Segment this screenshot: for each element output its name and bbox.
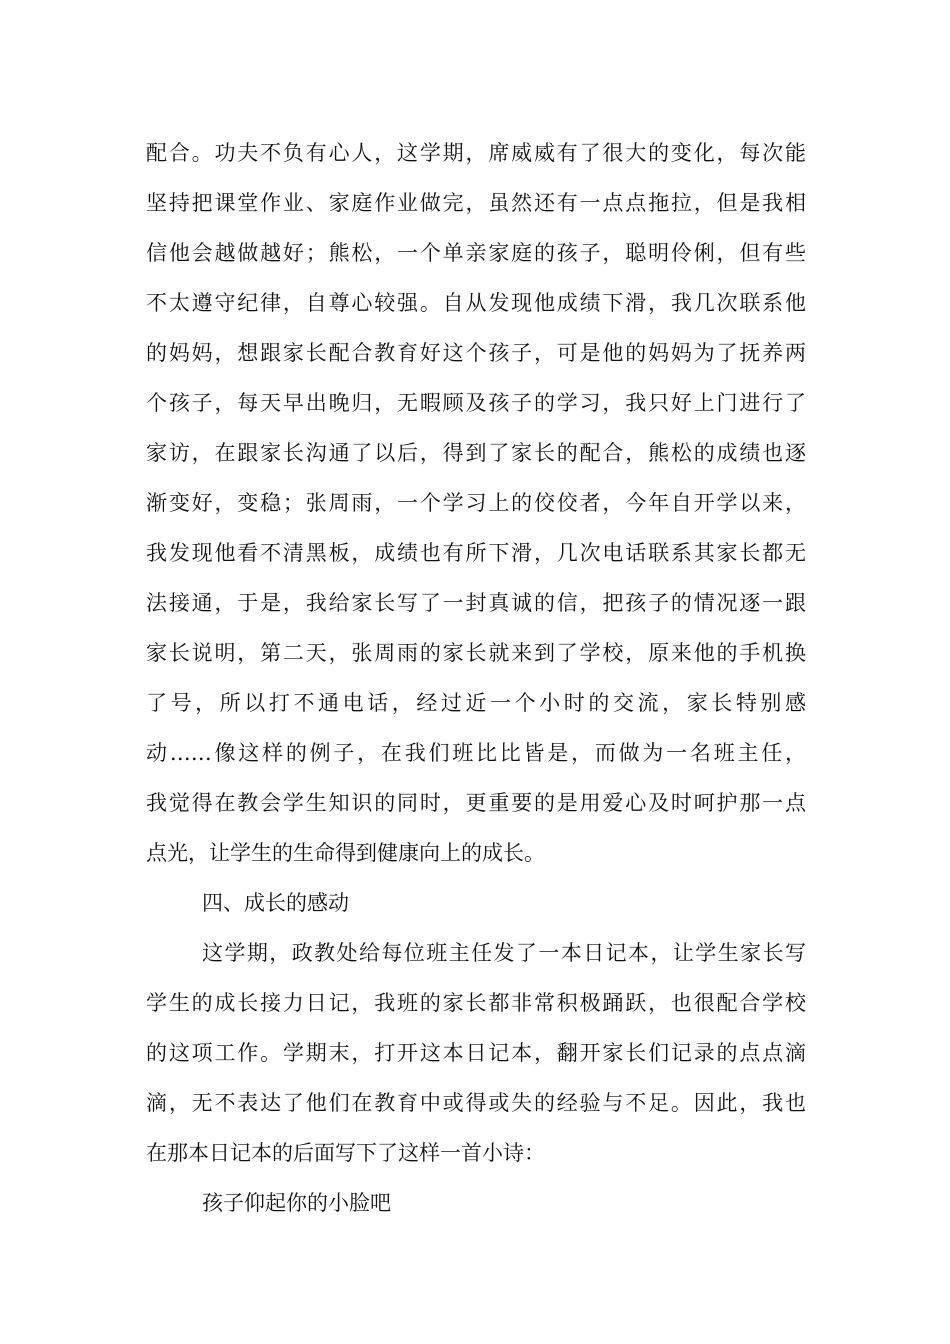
paragraph-line: 我觉得在教会学生知识的同时，更重要的是用爱心及时呵护那一点 [146,791,806,815]
poem-title: 孩子仰起你的小脸吧 [202,1191,391,1215]
paragraph-line: 家访，在跟家长沟通了以后，得到了家长的配合，熊松的成绩也逐 [146,441,806,465]
paragraph-line: 的这项工作。学期末，打开这本日记本，翻开家长们记录的点点滴 [146,1041,806,1065]
paragraph-line: 了号，所以打不通电话，经过近一个小时的交流，家长特别感 [146,691,806,715]
paragraph-line: 这学期，政教处给每位班主任发了一本日记本，让学生家长写 [202,941,806,965]
paragraph-line: 配合。功夫不负有心人，这学期，席威威有了很大的变化，每次能 [146,141,806,165]
paragraph-line: 我发现他看不清黑板，成绩也有所下滑，几次电话联系其家长都无 [146,541,806,565]
document-body [146,128,806,1228]
paragraph-line: 的妈妈，想跟家长配合教育好这个孩子，可是他的妈妈为了抚养两 [146,341,806,365]
paragraph-line: 坚持把课堂作业、家庭作业做完，虽然还有一点点拖拉，但是我相 [146,191,806,215]
paragraph-line: 个孩子，每天早出晚归，无暇顾及孩子的学习，我只好上门进行了 [146,391,806,415]
paragraph-line: 家长说明，第二天，张周雨的家长就来到了学校，原来他的手机换 [146,641,806,665]
paragraph-line: 法接通，于是，我给家长写了一封真诚的信，把孩子的情况逐一跟 [146,591,806,615]
section-heading: 四、成长的感动 [202,891,349,915]
paragraph-line: 不太遵守纪律，自尊心较强。自从发现他成绩下滑，我几次联系他 [146,291,806,315]
paragraph-line: 渐变好，变稳；张周雨，一个学习上的佼佼者，今年自开学以来， [146,491,806,515]
paragraph-line: 在那本日记本的后面写下了这样一首小诗： [146,1141,545,1165]
paragraph-line: 信他会越做越好；熊松，一个单亲家庭的孩子，聪明伶俐，但有些 [146,241,806,265]
paragraph-line: 点光，让学生的生命得到健康向上的成长。 [146,841,545,865]
paragraph-line: 动……像这样的例子，在我们班比比皆是，而做为一名班主任， [146,741,806,765]
paragraph-line: 滴，无不表达了他们在教育中或得或失的经验与不足。因此，我也 [146,1091,806,1115]
paragraph-line: 学生的成长接力日记，我班的家长都非常积极踊跃，也很配合学校 [146,991,806,1015]
